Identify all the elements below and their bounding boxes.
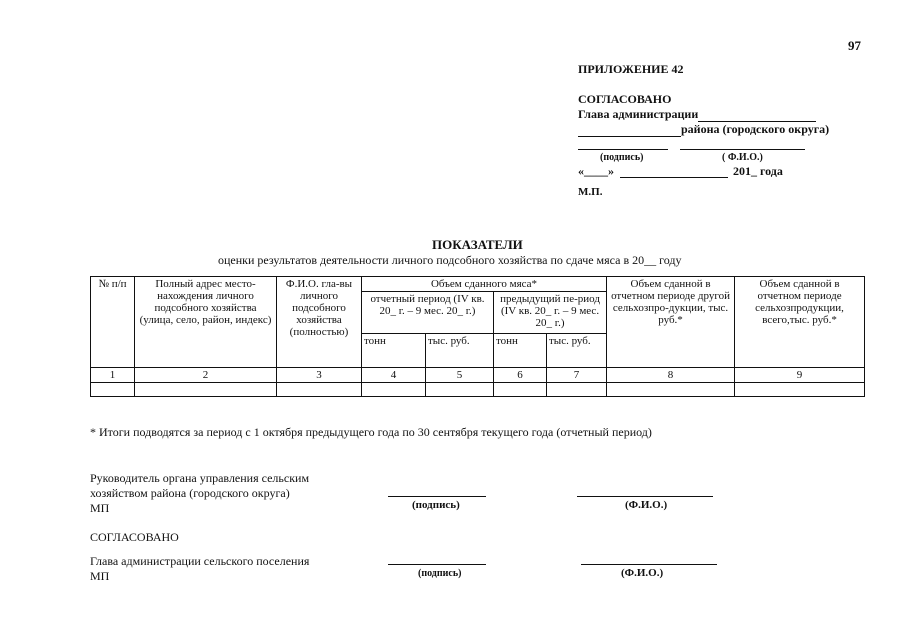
approval-agreed: СОГЛАСОВАНО [578, 92, 672, 106]
empty-cell[interactable] [607, 383, 735, 397]
approval-signature-line [578, 149, 668, 150]
col-number: 4 [362, 368, 426, 383]
col-number: 9 [735, 368, 865, 383]
empty-cell[interactable] [735, 383, 865, 397]
empty-cell[interactable] [494, 383, 547, 397]
approval-head-line: Глава администрации [578, 107, 699, 121]
header-rub-prev: тыс. руб. [547, 334, 607, 368]
empty-cell[interactable] [91, 383, 135, 397]
approval-seal: М.П. [578, 186, 603, 198]
approval-signature-caption: (подпись) [600, 152, 644, 163]
header-num: № п/п [91, 277, 135, 368]
sign2-signature-line [388, 564, 486, 565]
sign2-fio-caption: (Ф.И.О.) [621, 567, 664, 579]
header-total-products: Объем сданной в отчетном периоде сельхозпродукции, всего,тыс. руб.* [735, 277, 865, 368]
sign1-signature-caption: (подпись) [412, 499, 460, 511]
sign2-mp: МП [90, 569, 110, 583]
header-tons-prev: тонн [494, 334, 547, 368]
district-name-line [578, 136, 681, 137]
col-number: 8 [607, 368, 735, 383]
header-report-period: отчетный период (IV кв. 20_ г. – 9 мес. 20_ г.) [362, 292, 494, 334]
page-number: 97 [848, 38, 861, 53]
approval-date-prefix: «____» [578, 164, 614, 178]
sign1-mp: МП [90, 501, 110, 515]
col-number: 7 [547, 368, 607, 383]
footnote: * Итоги подводятся за период с 1 октября предыдущего года по 30 сентября текущего года (отчетный период) [90, 425, 652, 439]
header-rub-report: тыс. руб. [426, 334, 494, 368]
col-number: 1 [91, 368, 135, 383]
empty-cell[interactable] [426, 383, 494, 397]
col-number: 6 [494, 368, 547, 383]
col-number: 5 [426, 368, 494, 383]
indicators-table [90, 276, 865, 397]
header-address: Полный адрес место-нахождения личного подсобного хозяйства (улица, село, район, индекс) [135, 277, 277, 368]
appendix-title: ПРИЛОЖЕНИЕ 42 [578, 62, 684, 76]
header-other-products: Объем сданной в отчетном периоде другой сельхозпро-дукции, тыс. руб.* [607, 277, 735, 368]
approval-fio-line [680, 149, 805, 150]
header-meat-volume: Объем сданного мяса* [362, 277, 607, 292]
sign1-signature-line [388, 496, 486, 497]
doc-title: ПОКАЗАТЕЛИ [432, 237, 523, 252]
col-number: 2 [135, 368, 277, 383]
empty-cell[interactable] [547, 383, 607, 397]
header-fio: Ф.И.О. гла-вы личного подсобного хозяйства (полностью) [277, 277, 362, 368]
approval-district-line: района (городского округа) [681, 122, 830, 136]
sign2-line1: Глава администрации сельского поселения [90, 554, 310, 568]
empty-cell[interactable] [362, 383, 426, 397]
sign2-signature-caption: (подпись) [418, 568, 462, 579]
sign1-line1: Руководитель органа управления сельским [90, 471, 310, 485]
agreed-2: СОГЛАСОВАНО [90, 530, 179, 544]
sign1-line2: хозяйством района (городского округа) [90, 486, 290, 500]
empty-cell[interactable] [277, 383, 362, 397]
approval-date-line [620, 177, 728, 178]
approval-date-suffix: 201_ года [733, 164, 783, 178]
header-tons-report: тонн [362, 334, 426, 368]
col-number: 3 [277, 368, 362, 383]
sign2-fio-line [581, 564, 717, 565]
sign1-fio-caption: (Ф.И.О.) [625, 499, 668, 511]
table-row [91, 383, 865, 397]
doc-subtitle: оценки результатов деятельности личного подсобного хозяйства по сдаче мяса в 20__ году [218, 253, 682, 267]
sign1-fio-line [577, 496, 713, 497]
approval-fio-caption: ( Ф.И.О.) [722, 152, 763, 163]
header-previous-period: предыдущий пе-риод (IV кв. 20_ г. – 9 мес. 20_ г.) [494, 292, 607, 334]
empty-cell[interactable] [135, 383, 277, 397]
